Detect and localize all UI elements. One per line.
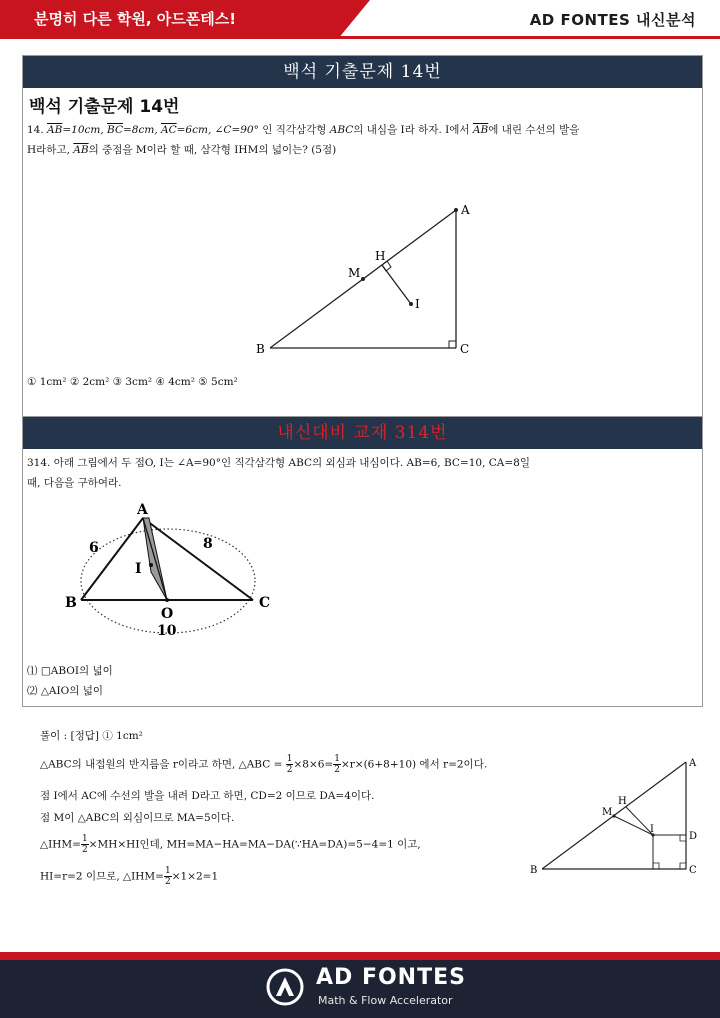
panel2-circle-figure bbox=[53, 499, 283, 639]
problem-line2-a: H라하고, bbox=[27, 144, 70, 156]
seg-bc-val: =8cm, bbox=[123, 124, 158, 136]
label-c: C bbox=[259, 595, 271, 611]
label-h: H bbox=[618, 796, 627, 807]
angle-c: ∠C=90° bbox=[214, 124, 259, 136]
label-side-bc: 10 bbox=[157, 623, 177, 639]
label-i: I bbox=[135, 561, 142, 577]
problem-text-3: 에 내린 수선의 발을 bbox=[488, 124, 580, 136]
header-brand: AD FONTES 내신분석 bbox=[529, 11, 696, 29]
top-banner bbox=[0, 0, 720, 38]
label-a: A bbox=[461, 203, 470, 217]
sol-l2-pre: △ABC의 내접원의 반지름을 r이라고 하면, △ABC = bbox=[40, 758, 283, 771]
label-b: B bbox=[256, 342, 265, 356]
label-h: H bbox=[375, 249, 386, 263]
answer-choices: ① 1cm² ② 2cm² ③ 3cm² ④ 4cm² ⑤ 5cm² bbox=[27, 376, 238, 388]
frac-den: 2 bbox=[334, 765, 340, 775]
seg-ab: $\overline{AB}$ bbox=[47, 124, 63, 136]
label-m: M bbox=[602, 807, 613, 818]
problem-line2-b: 의 중점을 M이라 할 때, 삼각형 IHM의 넓이는? (5점) bbox=[88, 144, 337, 156]
label-side-ac: 8 bbox=[203, 536, 213, 552]
seg-ab-3: $\overline{AB}$ bbox=[73, 144, 89, 156]
footer-tagline: Math & Flow Accelerator bbox=[318, 994, 453, 1007]
label-a: A bbox=[689, 758, 697, 769]
frac-num: 1 bbox=[81, 834, 88, 844]
sub-question-1: ⑴ □ABOI의 넓이 bbox=[27, 665, 113, 677]
solution-line-3: 점 I에서 AC에 수선의 발을 내려 D라고 하면, CD=2 이므로 DA=4이다. bbox=[40, 790, 375, 802]
frac-den: 2 bbox=[286, 765, 293, 775]
problem-number: 14. bbox=[27, 124, 44, 136]
panel2-problem-text bbox=[27, 453, 699, 493]
triangle-abc: ABC bbox=[329, 124, 354, 136]
seg-ab-2: $\overline{AB}$ bbox=[472, 124, 489, 136]
panel1-problem-text bbox=[27, 120, 699, 160]
seg-ac: $\overline{AC}$ bbox=[161, 124, 177, 136]
solution-line-4: 점 M이 △ABC의 외심이므로 MA=5이다. bbox=[40, 812, 235, 824]
solution-line-6 bbox=[40, 866, 218, 887]
problem-text-1: 인 직각삼각형 bbox=[262, 124, 327, 136]
sol-l5-pre: △IHM= bbox=[40, 838, 81, 851]
problem-panel-2 bbox=[22, 417, 703, 707]
solution-figure bbox=[528, 752, 708, 882]
sol-l2-mid: ×8×6= bbox=[293, 758, 334, 771]
panel1-triangle-figure bbox=[248, 196, 508, 366]
panel1-section-title: 백석 기출문제 14번 bbox=[29, 97, 180, 117]
label-c: C bbox=[460, 342, 470, 356]
fraction-half bbox=[333, 754, 341, 775]
ad-fontes-logo-icon bbox=[266, 968, 304, 1006]
seg-ab-val: =10cm, bbox=[62, 124, 104, 136]
label-a: A bbox=[137, 502, 148, 518]
sub-question-2: ⑵ △AIO의 넓이 bbox=[27, 685, 104, 697]
footer-brand: AD FONTES bbox=[316, 965, 466, 990]
frac-den: 2 bbox=[164, 877, 171, 887]
label-b: B bbox=[530, 865, 538, 876]
solution-line-2 bbox=[40, 754, 487, 775]
seg-bc: $\overline{BC}$ bbox=[107, 124, 123, 136]
frac-num: 1 bbox=[164, 866, 171, 876]
sol-l6-post: ×1×2=1 bbox=[171, 870, 219, 883]
footer bbox=[0, 960, 720, 1018]
solution-answer: 풀이 : [정답] ① 1cm² bbox=[40, 730, 143, 742]
panel2-title-bar: 내신대비 교재 314번 bbox=[23, 417, 702, 449]
sol-l5-post: ×MH×HI인데, MH=MA−HA=MA−DA(∵HA=DA)=5−4=1 이고, bbox=[88, 838, 421, 851]
problem-text-2: 의 내심을 I라 하자. I에서 bbox=[353, 124, 470, 136]
solution-line-5 bbox=[40, 834, 421, 855]
sol-l6-pre: HI=r=2 이므로, △IHM= bbox=[40, 870, 164, 883]
panel2-line-2: 때, 다음을 구하여라. bbox=[27, 477, 122, 489]
footer-red-stripe bbox=[0, 952, 720, 960]
label-c: C bbox=[689, 865, 697, 876]
problem-panel-1 bbox=[22, 55, 703, 417]
label-i: I bbox=[415, 297, 420, 311]
label-o: O bbox=[161, 606, 174, 622]
frac-num: 1 bbox=[286, 754, 293, 764]
fraction-half bbox=[81, 834, 89, 855]
label-i: I bbox=[650, 824, 654, 835]
panel2-line-1: 314. 아래 그림에서 두 점O, I는 ∠A=90°인 직각삼각형 ABC의 외심과 내심이다. AB=6, BC=10, CA=8일 bbox=[27, 457, 530, 469]
top-divider bbox=[0, 36, 720, 39]
label-b: B bbox=[65, 595, 77, 611]
seg-ac-val: =6cm, bbox=[176, 124, 212, 136]
label-d: D bbox=[689, 831, 698, 842]
label-m: M bbox=[348, 266, 361, 280]
frac-num: 1 bbox=[334, 754, 340, 764]
header-slogan: 분명히 다른 학원, 아드폰테스! bbox=[34, 10, 237, 28]
fraction-half bbox=[164, 866, 172, 887]
label-side-ab: 6 bbox=[89, 540, 99, 556]
frac-den: 2 bbox=[81, 845, 88, 855]
sol-l2-post: ×r×(6+8+10) 에서 r=2이다. bbox=[340, 758, 488, 771]
panel1-title-bar: 백석 기출문제 14번 bbox=[23, 56, 702, 88]
